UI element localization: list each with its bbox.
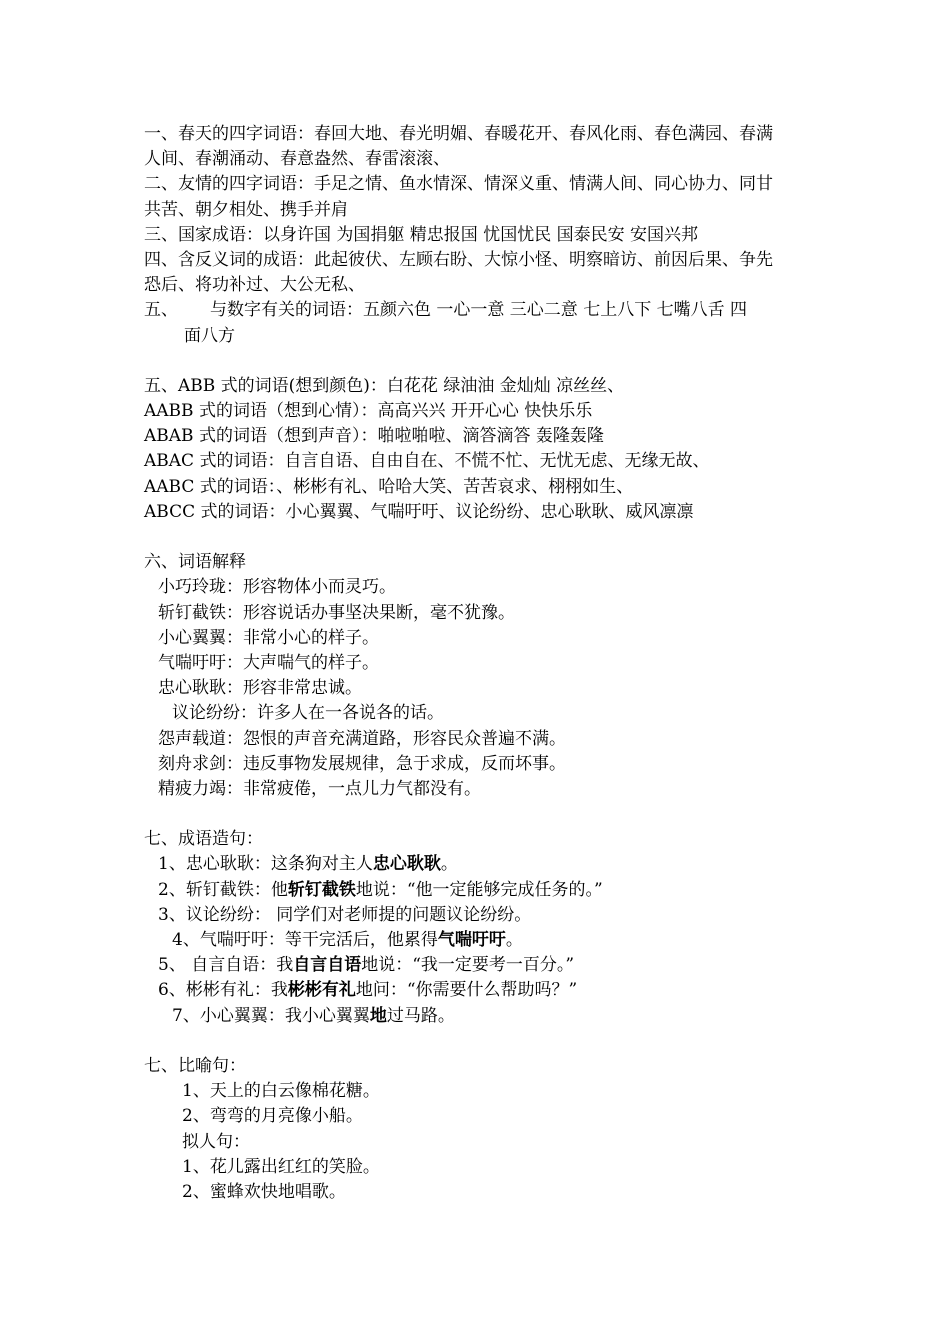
personification-item: 2、蜜蜂欢快地唱歌。: [182, 1181, 346, 1202]
spring-words-line-1: 一、春天的四字词语：春回大地、春光明媚、春暖花开、春风化雨、春色满园、春满: [144, 124, 773, 144]
explanation-item: 刻舟求剑：违反事物发展规律，急于求成，反而坏事。: [158, 753, 566, 774]
sentence-item: [144, 852, 812, 877]
sentence-item: [144, 953, 812, 978]
spacer: [144, 349, 812, 374]
simile-heading: 七、比喻句：: [144, 1055, 246, 1076]
nation-idioms-line: 三、国家成语：以身许国 为国捐躯 精忠报国 忧国忧民 国泰民安 安国兴邦: [144, 224, 699, 245]
antonym-idioms-line-2: 恐后、将功补过、大公无私、: [144, 275, 365, 296]
sentence-item: [144, 928, 812, 953]
simile-item: 2、弯弯的月亮像小船。: [182, 1106, 363, 1127]
explanation-item: 小心翼翼：非常小心的样子。: [158, 627, 379, 648]
sentence-text: 。: [505, 930, 523, 950]
spacer: [144, 802, 812, 827]
sentence-text: 地说：“我一定要考一百分。”: [361, 955, 575, 976]
number-words-line-2: 面八方: [184, 325, 235, 346]
spring-words-line-2: 人间、春潮涌动、春意盎然、春雷滚滚、: [144, 149, 450, 170]
sentence-text: 地说：“他一定能够完成任务的。”: [355, 879, 603, 900]
sentence-bold-idiom: 彬彬有礼: [287, 980, 356, 1001]
explanations-heading: 六、词语解释: [144, 552, 246, 573]
personification-item: 1、花儿露出红红的笑脸。: [182, 1156, 380, 1177]
friendship-words-line-1: 二、友情的四字词语：手足之情、鱼水情深、情深义重、情满人间、同心协力、同甘: [144, 174, 773, 195]
number-words-marker: 五、: [144, 300, 178, 321]
sentence-bold-idiom: 自言自语: [293, 955, 362, 976]
explanation-item: 怨声载道：怨恨的声音充满道路，形容民众普遍不满。: [158, 728, 566, 749]
sentence-making-heading: 七、成语造句：: [144, 829, 263, 850]
sentence-text: 7、小心翼翼：我小心翼翼: [172, 1005, 370, 1026]
friendship-words-line-2: 共苦、朝夕相处、携手并肩: [144, 199, 348, 220]
explanation-item: 斩钉截铁：形容说话办事坚决果断，毫不犹豫。: [158, 602, 515, 623]
sentence-item: 3、议论纷纷： 同学们对老师提的问题议论纷纷。: [158, 904, 532, 925]
aabc-words-line: AABC 式的词语：、彬彬有礼、哈哈大笑、苦苦哀求、栩栩如生、: [144, 476, 634, 497]
aabb-words-line: AABB 式的词语（想到心情）：高高兴兴 开开心心 快快乐乐: [144, 401, 593, 422]
simile-item: 1、天上的白云像棉花糖。: [182, 1081, 380, 1102]
abac-words-line: ABAC 式的词语：自言自语、自由自在、不慌不忙、无忧无虑、无缘无故、: [144, 451, 710, 472]
explanation-item: 精疲力竭：非常疲倦，一点儿力气都没有。: [158, 778, 481, 799]
spacer: [144, 525, 812, 550]
sentence-text: 1、忠心耿耿：这条狗对主人: [158, 854, 373, 875]
abcc-words-line: ABCC 式的词语：小心翼翼、气喘吁吁、议论纷纷、忠心耿耿、威风凛凛: [144, 501, 694, 522]
sentence-text: 6、彬彬有礼：我: [158, 980, 288, 1001]
sentence-text: 过马路。: [386, 1005, 455, 1026]
sentence-text: 5、 自言自语：我: [158, 955, 294, 976]
sentence-bold-idiom: 气喘吁吁: [437, 930, 506, 950]
sentence-bold-idiom: 斩钉截铁: [287, 879, 356, 900]
spacer: [144, 1029, 812, 1054]
number-words-line-1: [144, 298, 812, 323]
sentence-text: 。: [440, 854, 458, 875]
explanation-item: 议论纷纷：许多人在一各说各的话。: [172, 703, 444, 724]
sentence-item: [144, 1004, 812, 1029]
abb-words-line: 五、ABB 式的词语(想到颜色)：白花花 绿油油 金灿灿 凉丝丝、: [144, 375, 625, 396]
sentence-bold-idiom: 忠心耿耿: [372, 854, 441, 875]
sentence-text: 地问：“你需要什么帮助吗？”: [355, 980, 578, 1001]
abab-words-line: ABAB 式的词语（想到声音）：啪啦啪啦、滴答滴答 轰隆轰隆: [144, 426, 604, 447]
explanation-item: 小巧玲珑：形容物体小而灵巧。: [158, 577, 396, 598]
antonym-idioms-line-1: 四、含反义词的成语：此起彼伏、左顾右盼、大惊小怪、明察暗访、前因后果、争先: [144, 249, 773, 270]
sentence-text: 4、气喘吁吁：等干完活后，他累得: [172, 930, 438, 950]
explanation-item: 忠心耿耿：形容非常忠诚。: [158, 678, 362, 699]
sentence-item: [144, 878, 812, 903]
number-words-text: 与数字有关的词语：五颜六色 一心一意 三心二意 七上八下 七嘴八舌 四: [210, 300, 748, 321]
personification-heading: 拟人句：: [182, 1131, 250, 1152]
explanation-item: 气喘吁吁：大声喘气的样子。: [158, 652, 379, 673]
sentence-text: 2、斩钉截铁：他: [158, 879, 288, 900]
sentence-bold-word: 地: [369, 1005, 387, 1026]
sentence-item: [144, 978, 812, 1003]
document-body: [144, 122, 812, 1205]
